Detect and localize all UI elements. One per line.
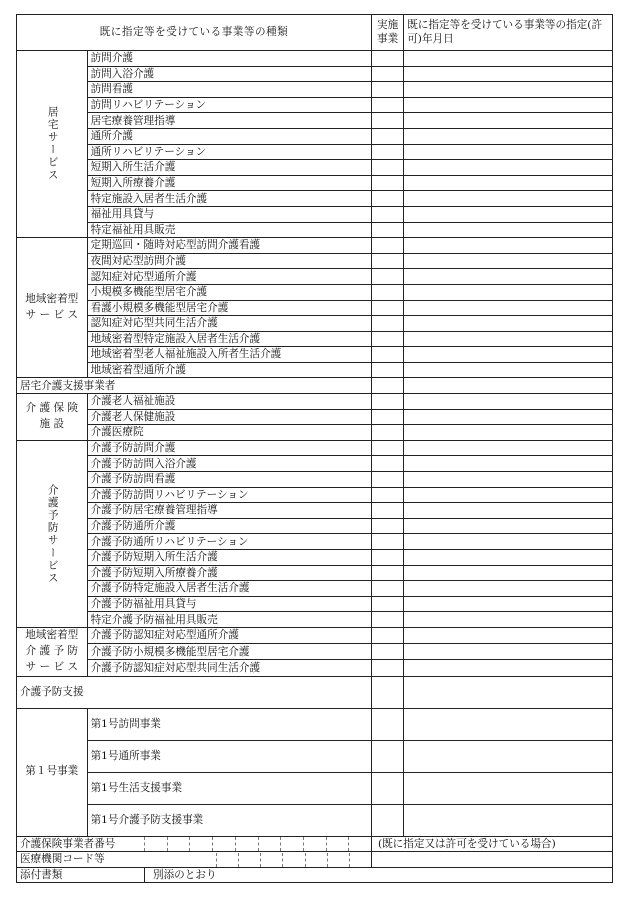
designation-date-cell[interactable] <box>404 66 613 82</box>
attachments-value: 別添のとおり <box>153 869 217 882</box>
service-name: 訪問リハビリテーション <box>87 97 371 113</box>
group-label-yobou-text: 介護予防サービス <box>46 483 59 585</box>
designation-date-cell[interactable] <box>404 708 613 740</box>
impl-check-cell[interactable] <box>371 378 403 394</box>
service-row <box>17 238 613 254</box>
service-name: 介護予防訪問看護 <box>87 472 371 488</box>
impl-check-cell[interactable] <box>371 550 403 566</box>
service-name: 特定福祉用具販売 <box>87 222 371 238</box>
designation-date-cell[interactable] <box>404 206 613 222</box>
attachments-layout <box>17 868 612 882</box>
designation-date-cell[interactable] <box>404 160 613 176</box>
service-row <box>17 740 613 772</box>
impl-check-cell[interactable] <box>371 144 403 160</box>
service-row <box>17 222 613 238</box>
medical-code-blank <box>371 852 612 868</box>
impl-check-cell[interactable] <box>371 175 403 191</box>
designation-date-cell[interactable] <box>404 425 613 441</box>
service-name: 介護予防通所リハビリテーション <box>87 534 371 550</box>
service-name: 第1号介護予防支援事業 <box>87 804 371 836</box>
service-row <box>17 191 613 207</box>
designation-form-table <box>16 14 613 883</box>
service-row <box>17 456 613 472</box>
impl-check-cell[interactable] <box>371 51 403 67</box>
group-label-chiiki-line: サ ー ビ ス <box>25 308 79 321</box>
service-row <box>17 82 613 98</box>
impl-check-cell[interactable] <box>371 612 403 628</box>
designation-date-cell[interactable] <box>404 565 613 581</box>
service-row <box>17 362 613 378</box>
group-label-chiiki-line: 地域密着型 <box>25 292 79 305</box>
service-row <box>17 472 613 488</box>
digit-box[interactable] <box>144 837 167 851</box>
insurer-number-boxes[interactable] <box>144 837 371 851</box>
group-label-daiichi-line: 第１号事業 <box>25 765 79 778</box>
designation-date-cell[interactable] <box>404 51 613 67</box>
service-name: 介護予防認知症対応型共同生活介護 <box>87 660 371 676</box>
service-name: 小規模多機能型居宅介護 <box>87 284 371 300</box>
group-label-chiiki <box>17 238 88 378</box>
service-name: 看護小規模多機能型居宅介護 <box>87 300 371 316</box>
service-row <box>17 269 613 285</box>
designation-date-cell[interactable] <box>404 284 613 300</box>
designation-date-cell[interactable] <box>404 238 613 254</box>
digit-box[interactable] <box>326 837 349 851</box>
service-row <box>17 503 613 519</box>
designation-date-cell[interactable] <box>404 300 613 316</box>
service-name: 短期入所療養介護 <box>87 175 371 191</box>
service-row <box>17 316 613 332</box>
service-row <box>17 394 613 410</box>
service-row <box>17 144 613 160</box>
service-row <box>17 612 613 628</box>
service-name: 第1号生活支援事業 <box>87 772 371 804</box>
service-name: 介護予防認知症対応型通所介護 <box>87 627 371 643</box>
designation-date-cell[interactable] <box>404 612 613 628</box>
designation-date-cell[interactable] <box>404 472 613 488</box>
designation-date-cell[interactable] <box>404 440 613 456</box>
impl-check-cell[interactable] <box>371 66 403 82</box>
group-label-kyotaku-text: 居宅サービス <box>46 106 59 182</box>
impl-check-cell[interactable] <box>371 772 403 804</box>
service-name: 介護予防訪問入浴介護 <box>87 456 371 472</box>
service-row <box>17 425 613 441</box>
group-label-chiiki_yobou-line: 地域密着型 <box>25 628 79 641</box>
service-name: 訪問看護 <box>87 82 371 98</box>
medical-code-label: 医療機関コード等 <box>20 853 105 866</box>
impl-check-cell[interactable] <box>371 534 403 550</box>
designation-date-cell[interactable] <box>404 534 613 550</box>
header-type-cell: 既に指定等を受けている事業等の種類 <box>17 15 372 51</box>
digit-box[interactable] <box>238 853 260 867</box>
impl-check-cell[interactable] <box>371 565 403 581</box>
service-row <box>17 565 613 581</box>
impl-check-cell[interactable] <box>371 456 403 472</box>
attachments-row <box>17 867 613 883</box>
impl-check-cell[interactable] <box>371 518 403 534</box>
medical-code-cell[interactable] <box>17 852 372 868</box>
designation-date-cell[interactable] <box>404 394 613 410</box>
group-label-chiiki_yobou <box>17 627 88 676</box>
service-name: 地域密着型通所介護 <box>87 362 371 378</box>
service-row <box>17 206 613 222</box>
service-name: 訪問介護 <box>87 51 371 67</box>
service-row <box>17 128 613 144</box>
service-name: 地域密着型特定施設入居者生活介護 <box>87 331 371 347</box>
service-row <box>17 676 613 708</box>
insurer-number-layout <box>17 837 371 851</box>
designation-date-cell[interactable] <box>404 331 613 347</box>
designation-date-cell[interactable] <box>404 581 613 597</box>
impl-check-cell[interactable] <box>371 362 403 378</box>
service-row <box>17 487 613 503</box>
impl-check-cell[interactable] <box>371 113 403 129</box>
designation-date-cell[interactable] <box>404 676 613 708</box>
designation-date-cell[interactable] <box>404 113 613 129</box>
designation-date-cell[interactable] <box>404 644 613 660</box>
service-name: 介護予防短期入所療養介護 <box>87 565 371 581</box>
digit-box[interactable] <box>235 837 258 851</box>
designation-date-cell[interactable] <box>404 378 613 394</box>
impl-check-cell[interactable] <box>371 97 403 113</box>
kyotaku-shien-label: 居宅介護支援事業者 <box>17 378 372 394</box>
header-impl-cell: 実施事業 <box>371 15 403 51</box>
insurer-number-label: 介護保険事業者番号 <box>20 837 116 850</box>
service-row <box>17 51 613 67</box>
header-date-cell: 既に指定等を受けている事業等の指定(許可)年月日 <box>404 15 613 51</box>
impl-check-cell[interactable] <box>371 284 403 300</box>
yobou-shien-label: 介護予防支援 <box>17 676 372 708</box>
impl-check-cell[interactable] <box>371 581 403 597</box>
service-name: 介護予防短期入所生活介護 <box>87 550 371 566</box>
group-label-chiiki_yobou-line: サ ー ビ ス <box>25 660 79 673</box>
digit-box[interactable] <box>305 853 327 867</box>
service-row <box>17 284 613 300</box>
designation-date-cell[interactable] <box>404 191 613 207</box>
service-name: 通所介護 <box>87 128 371 144</box>
medical-code-boxes[interactable] <box>216 853 371 867</box>
service-name: 介護予防訪問リハビリテーション <box>87 487 371 503</box>
service-name: 介護予防特定施設入居者生活介護 <box>87 581 371 597</box>
impl-check-cell[interactable] <box>371 660 403 676</box>
service-name: 介護医療院 <box>87 425 371 441</box>
attachments-cell <box>17 867 613 883</box>
designation-date-cell[interactable] <box>404 487 613 503</box>
service-name: 地域密着型老人福祉施設入所者生活介護 <box>87 347 371 363</box>
impl-check-cell[interactable] <box>371 487 403 503</box>
service-name: 介護予防通所介護 <box>87 518 371 534</box>
digit-box[interactable] <box>282 853 304 867</box>
service-name: 定期巡回・随時対応型訪問介護看護 <box>87 238 371 254</box>
service-row <box>17 300 613 316</box>
service-row <box>17 97 613 113</box>
designation-date-cell[interactable] <box>404 128 613 144</box>
designation-date-cell[interactable] <box>404 82 613 98</box>
service-row <box>17 660 613 676</box>
impl-check-cell[interactable] <box>371 128 403 144</box>
impl-check-cell[interactable] <box>371 472 403 488</box>
service-row <box>17 66 613 82</box>
digit-box[interactable] <box>349 853 371 867</box>
service-row <box>17 596 613 612</box>
impl-check-cell[interactable] <box>371 627 403 643</box>
impl-check-cell[interactable] <box>371 253 403 269</box>
impl-check-cell[interactable] <box>371 238 403 254</box>
designation-date-cell[interactable] <box>404 347 613 363</box>
designation-date-cell[interactable] <box>404 804 613 836</box>
designation-date-cell[interactable] <box>404 269 613 285</box>
service-name: 認知症対応型通所介護 <box>87 269 371 285</box>
impl-check-cell[interactable] <box>371 676 403 708</box>
group-label-shisetsu-line: 施 設 <box>39 417 65 430</box>
designation-date-cell[interactable] <box>404 550 613 566</box>
impl-check-cell[interactable] <box>371 394 403 410</box>
digit-box[interactable] <box>260 853 282 867</box>
impl-check-cell[interactable] <box>371 206 403 222</box>
group-label-shisetsu <box>17 394 88 441</box>
service-name: 認知症対応型共同生活介護 <box>87 316 371 332</box>
digit-box[interactable] <box>189 837 212 851</box>
service-name: 居宅療養管理指導 <box>87 113 371 129</box>
digit-box[interactable] <box>348 837 371 851</box>
service-row <box>17 581 613 597</box>
impl-check-cell[interactable] <box>371 740 403 772</box>
attachments-label: 添付書類 <box>17 868 145 882</box>
service-row <box>17 440 613 456</box>
service-row <box>17 708 613 740</box>
designation-date-cell[interactable] <box>404 660 613 676</box>
impl-check-cell[interactable] <box>371 269 403 285</box>
impl-check-cell[interactable] <box>371 425 403 441</box>
service-row <box>17 627 613 643</box>
impl-check-cell[interactable] <box>371 82 403 98</box>
service-name: 介護老人福祉施設 <box>87 394 371 410</box>
group-label-kyotaku <box>17 51 88 238</box>
service-row <box>17 253 613 269</box>
service-name: 介護予防小規模多機能型居宅介護 <box>87 644 371 660</box>
designation-date-cell[interactable] <box>404 503 613 519</box>
medical-code-row <box>17 852 613 868</box>
designation-date-cell[interactable] <box>404 409 613 425</box>
designation-date-cell[interactable] <box>404 740 613 772</box>
insurer-number-cell[interactable] <box>17 836 372 852</box>
designation-date-cell[interactable] <box>404 772 613 804</box>
digit-box[interactable] <box>216 853 238 867</box>
impl-check-cell[interactable] <box>371 331 403 347</box>
designation-date-cell[interactable] <box>404 362 613 378</box>
service-row <box>17 175 613 191</box>
impl-check-cell[interactable] <box>371 347 403 363</box>
service-row <box>17 113 613 129</box>
impl-check-cell[interactable] <box>371 708 403 740</box>
service-name: 特定施設入居者生活介護 <box>87 191 371 207</box>
impl-check-cell[interactable] <box>371 191 403 207</box>
service-name: 訪問入浴介護 <box>87 66 371 82</box>
digit-box[interactable] <box>303 837 326 851</box>
service-name: 通所リハビリテーション <box>87 144 371 160</box>
service-row <box>17 804 613 836</box>
service-row <box>17 409 613 425</box>
impl-check-cell[interactable] <box>371 503 403 519</box>
digit-box[interactable] <box>167 837 190 851</box>
designation-date-cell[interactable] <box>404 627 613 643</box>
designation-date-cell[interactable] <box>404 316 613 332</box>
service-row <box>17 378 613 394</box>
service-row <box>17 160 613 176</box>
service-row <box>17 347 613 363</box>
service-row <box>17 772 613 804</box>
service-name: 特定介護予防福祉用具販売 <box>87 612 371 628</box>
designation-date-cell[interactable] <box>404 144 613 160</box>
service-row <box>17 644 613 660</box>
digit-box[interactable] <box>258 837 281 851</box>
service-name: 介護予防福祉用具貸与 <box>87 596 371 612</box>
service-name: 夜間対応型訪問介護 <box>87 253 371 269</box>
service-name: 介護予防居宅療養管理指導 <box>87 503 371 519</box>
designation-date-cell[interactable] <box>404 253 613 269</box>
service-name: 第1号通所事業 <box>87 740 371 772</box>
digit-box[interactable] <box>327 853 349 867</box>
digit-box[interactable] <box>280 837 303 851</box>
impl-check-cell[interactable] <box>371 160 403 176</box>
impl-check-cell[interactable] <box>371 644 403 660</box>
designation-date-cell[interactable] <box>404 97 613 113</box>
designation-date-cell[interactable] <box>404 456 613 472</box>
impl-check-cell[interactable] <box>371 440 403 456</box>
header-row <box>17 15 613 51</box>
digit-box[interactable] <box>212 837 235 851</box>
insurer-number-note: (既に指定又は許可を受けている場合) <box>371 836 612 852</box>
service-row <box>17 331 613 347</box>
impl-check-cell[interactable] <box>371 222 403 238</box>
service-row <box>17 534 613 550</box>
service-name: 短期入所生活介護 <box>87 160 371 176</box>
service-name: 第1号訪問事業 <box>87 708 371 740</box>
impl-check-cell[interactable] <box>371 409 403 425</box>
designation-date-cell[interactable] <box>404 175 613 191</box>
impl-check-cell[interactable] <box>371 596 403 612</box>
insurer-number-row <box>17 836 613 852</box>
designation-date-cell[interactable] <box>404 518 613 534</box>
group-label-chiiki_yobou-line: 介 護 予 防 <box>25 644 79 657</box>
service-name: 介護老人保健施設 <box>87 409 371 425</box>
service-name: 介護予防訪問介護 <box>87 440 371 456</box>
medical-code-layout <box>17 853 371 867</box>
impl-check-cell[interactable] <box>371 804 403 836</box>
group-label-daiichi <box>17 708 88 836</box>
designation-date-cell[interactable] <box>404 222 613 238</box>
designation-date-cell[interactable] <box>404 596 613 612</box>
group-label-yobou <box>17 440 88 627</box>
impl-check-cell[interactable] <box>371 316 403 332</box>
group-label-shisetsu-line: 介 護 保 険 <box>25 402 79 415</box>
service-row <box>17 550 613 566</box>
service-row <box>17 518 613 534</box>
impl-check-cell[interactable] <box>371 300 403 316</box>
service-name: 福祉用具貸与 <box>87 206 371 222</box>
